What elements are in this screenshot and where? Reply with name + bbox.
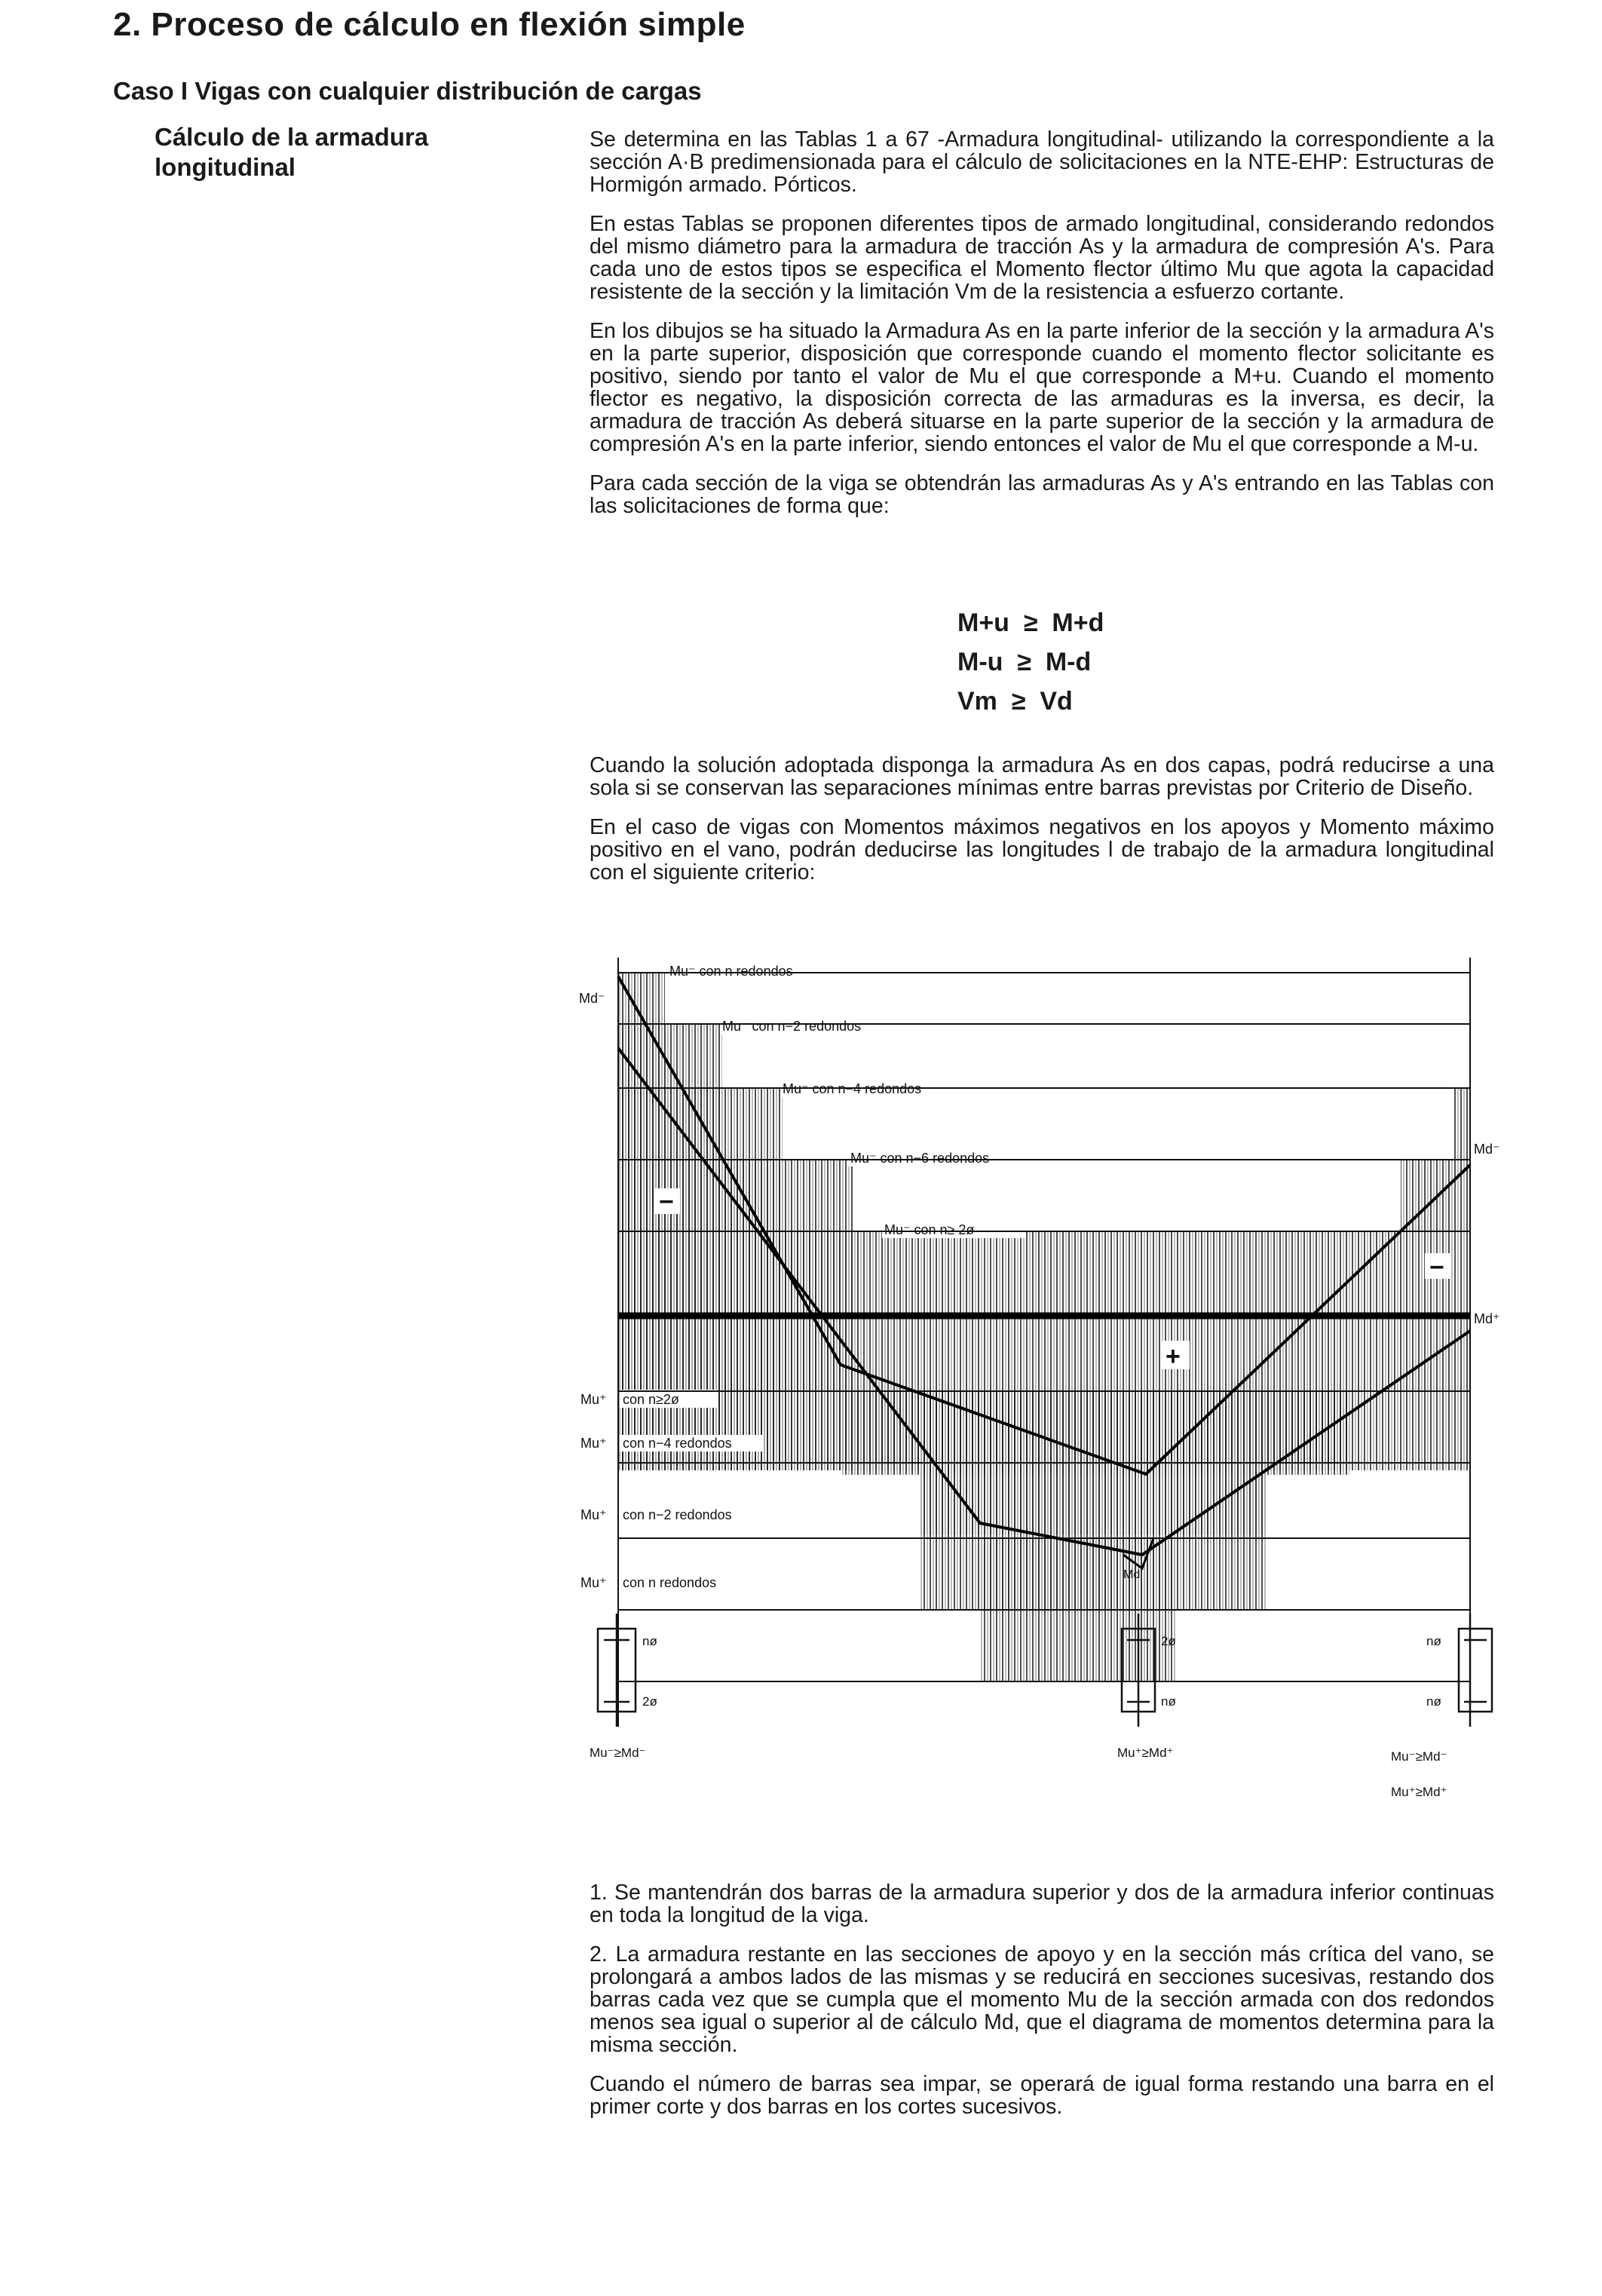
side-heading: Cálculo de la armadura longitudinal	[155, 123, 429, 181]
note-2: 2. La armadura restante en las secciones de apoyo y en la sección más crítica del vano, se prolongará a ambos lados de las mismas y se reducirá en secciones sucesivas, restando dos barras cada vez que se cumpla que el momento Mu de la sección armada con dos redondos menos sea igual o superior al de cálculo Md, que el diagrama de momentos determina para la misma sección.	[590, 1942, 1494, 2057]
sec-mid-bot: nø	[1161, 1694, 1176, 1709]
paragraph-3: En los dibujos se ha situado la Armadura As en la parte inferior de la sección y la armadura A's en la parte superior, disposición que corresponde cuando el momento flector solicitante es positivo, siendo por tanto el valor de Mu el que corresponde a M+u. Cuando el momento flector es negativo, la disposición correcta de las armaduras es la inversa, es decir, la armadura de tracción As deberá situarse en la parte superior de la sección y la armadura de compresión A's en la parte inferior, siendo entonces el valor de Mu el que corresponde a M-u.	[590, 319, 1494, 456]
label-pos-n-2: con n−2 redondos	[623, 1507, 732, 1522]
cond-right-2: Mu⁺≥Md⁺	[1391, 1785, 1447, 1799]
formula-negative: M-u ≥ M-d	[957, 648, 1092, 676]
sec-left-top: nø	[642, 1634, 657, 1648]
label-pos-2phi: con n≥2ø	[623, 1392, 679, 1407]
case-heading: Caso I Vigas con cualquier distribución de cargas	[113, 77, 702, 105]
band-pos-n	[980, 1610, 1176, 1681]
paragraph-5: Cuando la solución adoptada disponga la armadura As en dos capas, podrá reducirse a una sola si se conservan las separaciones mínimas entre barras previstas por Criterio de Diseño.	[590, 753, 1494, 800]
label-pos-n: con n redondos	[623, 1575, 717, 1590]
label-pos-n-4: con n−4 redondos	[623, 1436, 732, 1451]
label-neg-n-4: Mu⁻ con n−4 redondos	[783, 1081, 922, 1096]
formula-shear: Vm ≥ Vd	[957, 687, 1073, 716]
notes	[590, 1881, 1494, 2135]
minus-sign-left: −	[659, 1188, 674, 1216]
sec-left-bot: 2ø	[642, 1694, 657, 1709]
cond-right-1: Mu⁻≥Md⁻	[1391, 1749, 1447, 1764]
paragraph-6: En el caso de vigas con Momentos máximos negativos en los apoyos y Momento máximo positivo en el vano, podrán deducirse las longitudes l de trabajo de la armadura longitudinal con el siguiente criterio:	[590, 815, 1494, 884]
note-3: Cuando el número de barras sea impar, se operará de igual forma restando una barra en el primer corte y dos barras en los cortes sucesivos.	[590, 2072, 1494, 2119]
sec-right-bot: nø	[1426, 1694, 1441, 1709]
label-md: Md	[1123, 1568, 1141, 1581]
band-right-n-4	[1453, 1088, 1470, 1160]
note-1: 1. Se mantendrán dos barras de la armadura superior y dos de la armadura inferior continuas en toda la longitud de la viga.	[590, 1881, 1494, 1927]
label-md-plus-right: Md⁺	[1474, 1311, 1500, 1326]
label-mu-plus-1: Mu⁺	[580, 1392, 607, 1407]
section-right	[1459, 1629, 1492, 1712]
paragraph-2: En estas Tablas se proponen diferentes tipos de armado longitudinal, considerando redondos del mismo diámetro para la armadura de tracción As y la armadura de compresión A's. Para cada uno de estos tipos se especifica el Momento flector último Mu que agota la capacidad resistente de la sección y la limitación Vm de la resistencia a esfuerzo cortante.	[590, 212, 1494, 304]
label-neg-n: Mu⁻ con n redondos	[669, 964, 793, 979]
label-mu-plus-4: Mu⁺	[580, 1575, 607, 1590]
label-neg-n-2: Mu⁻ con n−2 redondos	[722, 1019, 862, 1034]
minus-sign-right: −	[1429, 1253, 1444, 1282]
cond-left: Mu⁻≥Md⁻	[590, 1746, 646, 1760]
sec-right-top: nø	[1426, 1634, 1441, 1648]
label-neg-2phi: Mu⁻ con n≥ 2ø	[884, 1222, 975, 1237]
label-md-minus-right: Md⁻	[1474, 1142, 1500, 1157]
label-neg-n-6: Mu⁻ con n−6 redondos	[850, 1151, 990, 1166]
label-md-minus-left: Md⁻	[579, 991, 605, 1006]
paragraph-1: Se determina en las Tablas 1 a 67 -Armadura longitudinal- utilizando la correspondiente a la sección A·B predimensionada para el cálculo de solicitaciones en la NTE-EHP: Estructuras de Hormigón armado. Pórticos.	[590, 127, 1494, 197]
formula-positive: M+u ≥ M+d	[957, 608, 1104, 637]
sec-mid-top: 2ø	[1161, 1634, 1176, 1648]
positive-moment-bands	[841, 1391, 1349, 1681]
label-mu-plus-2: Mu⁺	[580, 1436, 607, 1451]
paragraph-4: Para cada sección de la viga se obtendrán las armaduras As y A's entrando en las Tablas con las solicitaciones de forma que:	[590, 471, 1494, 518]
cond-mid: Mu⁺≥Md⁺	[1117, 1746, 1174, 1760]
page-title: 2. Proceso de cálculo en flexión simple	[113, 6, 746, 43]
label-mu-plus-3: Mu⁺	[580, 1507, 607, 1522]
plus-sign: +	[1166, 1342, 1181, 1371]
